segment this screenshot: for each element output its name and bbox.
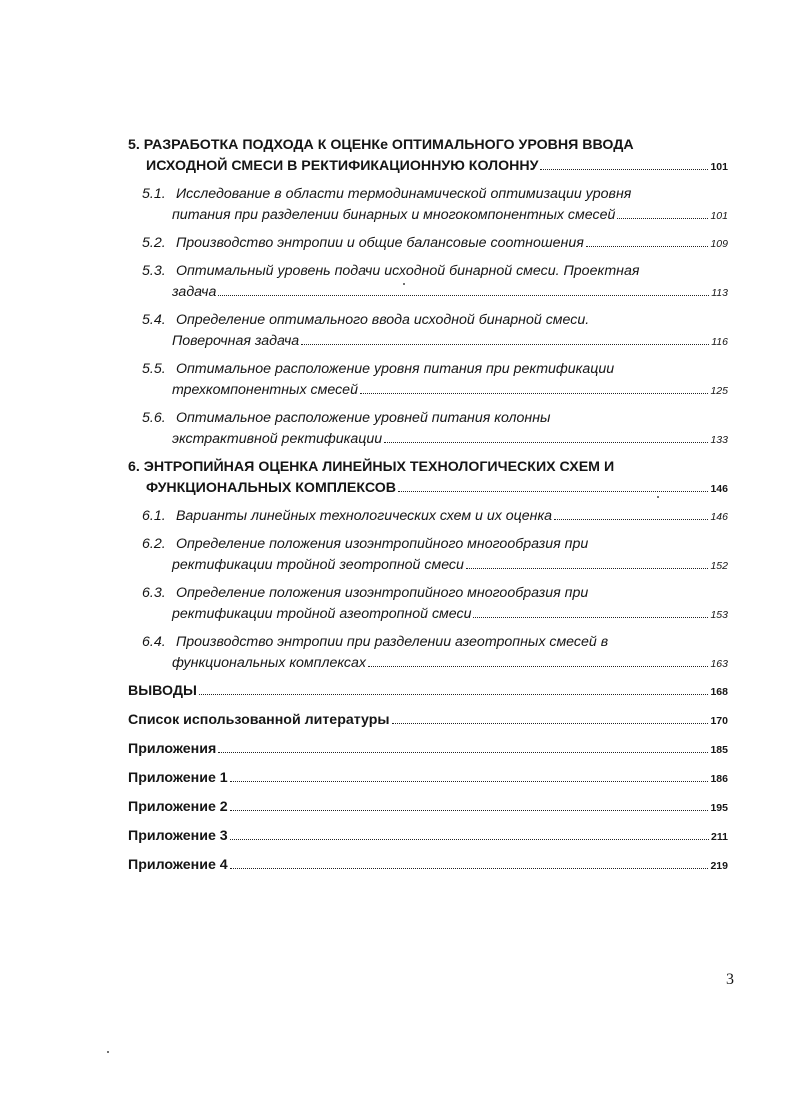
section-page: 109 [710,238,728,250]
toc-section-6-1 [128,506,728,528]
section-title-line2: трехкомпонентных смесей [172,382,358,398]
toc-entry-page: 168 [710,686,728,698]
toc-entry-page: 186 [710,773,728,785]
dot-leader [540,169,708,170]
section-number: 5.5. [142,361,166,377]
dot-leader [218,752,708,753]
dot-leader [586,246,709,247]
toc-section-6-3 [128,583,728,626]
toc-section-6-4 [128,632,728,675]
page-number: 3 [726,971,734,988]
section-title-line1: Определение положения изоэнтропийного многообразия при [175,536,589,552]
section-number: 5.3. [142,263,166,279]
toc-references [128,710,728,732]
toc-chapter-5 [128,135,728,178]
toc-appendix-4 [128,855,728,877]
toc-section-5-2 [128,233,728,255]
toc-appendix-1 [128,768,728,790]
section-page: 116 [711,336,728,348]
toc-entry-label: Приложение 3 [128,828,228,844]
section-page: 113 [711,287,728,299]
scan-speck [657,496,659,498]
toc-appendices [128,739,728,761]
dot-leader [230,810,709,811]
section-number: 5.2. [142,235,166,251]
table-of-contents [128,135,728,877]
dot-leader [617,218,708,219]
section-title-line2: Поверочная задача [172,333,300,349]
section-number: 6.1. [142,508,166,524]
toc-entry-page: 195 [710,802,728,814]
section-number: 6.4. [142,634,166,650]
dot-leader [392,723,709,724]
toc-chapter-6-page: 146 [710,483,728,495]
section-number: 5.4. [142,312,166,328]
section-title-line1: Производство энтропии при разделении азеотропных смесей в [175,634,609,650]
section-page: 153 [710,609,728,621]
dot-leader [360,393,709,394]
toc-conclusions [128,681,728,703]
toc-entry-page: 185 [710,744,728,756]
section-page: 133 [710,434,728,446]
section-number: 5.1. [142,186,166,202]
scan-speck [403,283,405,285]
section-title-line2: экстрактивной ректификации [172,431,383,447]
section-title-line2: ректификации тройной зеотропной смеси [172,557,464,573]
toc-entry-label: Приложение 1 [128,770,228,786]
toc-chapter-6-title-line2: ФУНКЦИОНАЛЬНЫХ КОМПЛЕКСОВ [146,480,397,496]
section-page: 152 [710,560,728,572]
dot-leader [368,666,709,667]
section-page: 125 [710,385,728,397]
toc-section-5-1 [128,184,728,227]
section-title-line1: Исследование в области термодинамической оптимизации уровня [175,186,632,202]
toc-appendix-3 [128,826,728,848]
toc-section-5-5 [128,359,728,402]
toc-entry-page: 170 [710,715,728,727]
toc-chapter-6-title-line1: 6. ЭНТРОПИЙНАЯ ОЦЕНКА ЛИНЕЙНЫХ ТЕХНОЛОГИЧЕСКИХ СХЕМ И [128,459,615,475]
section-number: 5.6. [142,410,166,426]
toc-entry-label: Приложения [128,741,217,757]
toc-entry-label: ВЫВОДЫ [128,683,197,699]
section-title-line1: Варианты линейных технологических схем и их оценка [175,508,553,524]
toc-entry-label: Приложение 4 [128,857,228,873]
section-title-line2: задача [172,284,217,300]
section-title-line1: Определение положения изоэнтропийного многообразия при [175,585,589,601]
toc-entry-label: Список использованной литературы [128,712,390,728]
toc-section-6-2 [128,534,728,577]
scan-speck [107,1051,109,1053]
dot-leader [554,519,708,520]
section-page: 146 [710,511,728,523]
dot-leader [218,295,709,296]
section-title-line1: Оптимальный уровень подачи исходной бинарной смеси. Проектная [175,263,640,279]
toc-chapter-5-page: 101 [710,161,728,173]
dot-leader [398,491,708,492]
dot-leader [199,694,709,695]
section-number: 6.2. [142,536,166,552]
toc-appendix-2 [128,797,728,819]
toc-entry-label: Приложение 2 [128,799,228,815]
dot-leader [230,781,709,782]
section-title-line2: функциональных комплексах [172,655,366,671]
section-page: 163 [710,658,728,670]
dot-leader [230,839,709,840]
toc-chapter-5-title-line2: ИСХОДНОЙ СМЕСИ В РЕКТИФИКАЦИОННУЮ КОЛОННУ [146,158,539,174]
section-title-line1: Производство энтропии и общие балансовые соотношения [175,235,584,251]
toc-entry-page: 219 [710,860,728,872]
section-title-line1: Определение оптимального ввода исходной бинарной смеси. [175,312,590,328]
dot-leader [473,617,708,618]
toc-chapter-5-title-line1: 5. РАЗРАБОТКА ПОДХОДА К ОЦЕНКе ОПТИМАЛЬНОГО УРОВНЯ ВВОДА [128,137,634,153]
section-title-line1: Оптимальное расположение уровней питания колонны [175,410,551,426]
section-page: 101 [710,210,728,222]
section-title-line2: питания при разделении бинарных и многокомпонентных смесей [172,207,616,223]
dot-leader [230,868,709,869]
section-title-line2: ректификации тройной азеотропной смеси [172,606,472,622]
toc-entry-page: 211 [711,831,728,843]
dot-leader [301,344,709,345]
dot-leader [466,568,709,569]
section-title-line1: Оптимальное расположение уровня питания при ректификации [175,361,615,377]
section-number: 6.3. [142,585,166,601]
toc-chapter-6 [128,457,728,500]
toc-section-5-4 [128,310,728,353]
toc-section-5-3 [128,261,728,304]
dot-leader [384,442,708,443]
toc-section-5-6 [128,408,728,451]
